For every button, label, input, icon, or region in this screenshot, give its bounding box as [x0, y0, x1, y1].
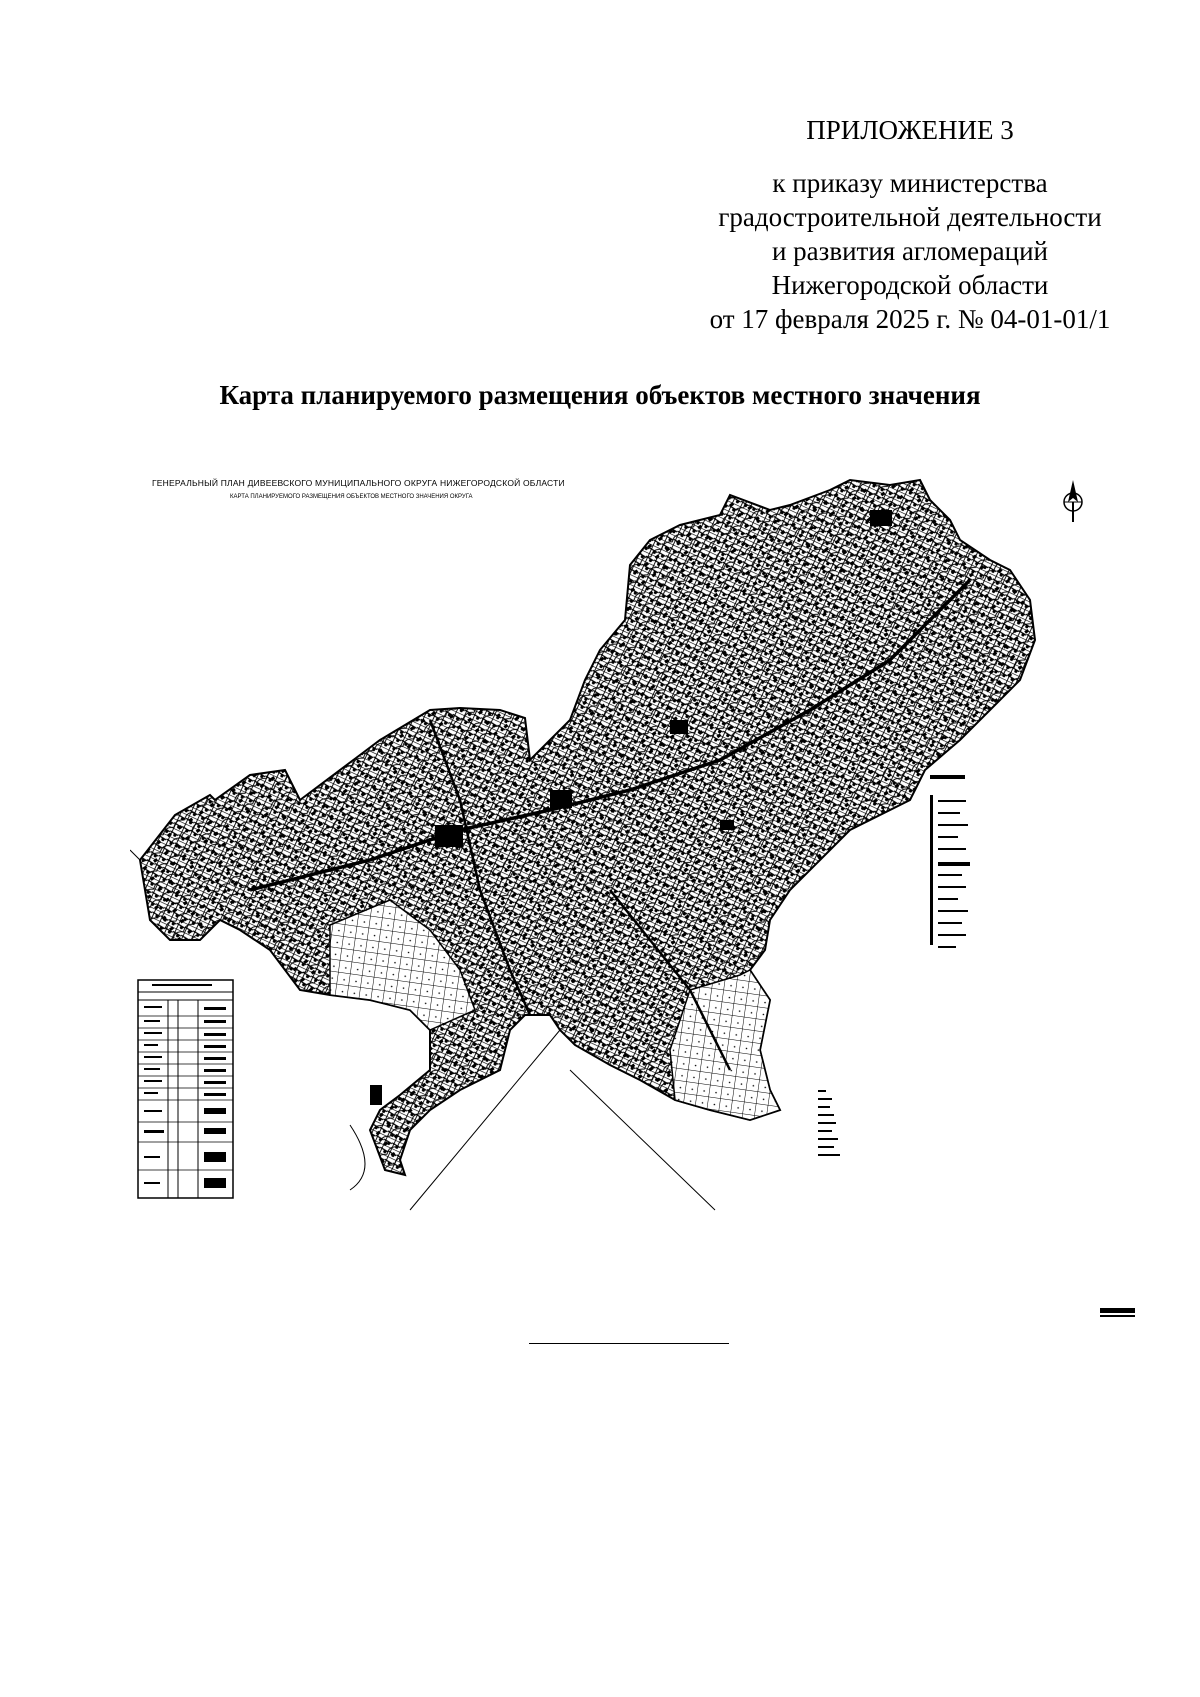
settlement — [370, 1085, 382, 1105]
appendix-line: к приказу министерства — [772, 168, 1048, 198]
map-header-main: ГЕНЕРАЛЬНЫЙ ПЛАН ДИВЕЕВСКОГО МУНИЦИПАЛЬНОГО ОКРУГА НИЖЕГОРОДСКОЙ ОБЛАСТИ — [152, 478, 565, 488]
settlement — [670, 720, 688, 734]
settlement — [435, 825, 463, 847]
legend-table-left — [138, 980, 233, 1198]
legend-block-lower — [818, 1090, 840, 1156]
appendix-line: Нижегородской области — [771, 270, 1049, 300]
footer-rule — [529, 1343, 729, 1344]
settlement — [870, 510, 892, 526]
appendix-line: от 17 февраля 2025 г. № 04-01-01/1 — [709, 304, 1111, 334]
map-title: Карта планируемого размещения объектов местного значения — [219, 380, 981, 410]
district-map — [130, 470, 1145, 1320]
appendix-block — [660, 112, 1160, 336]
appendix-line: градостроительной деятельности — [718, 202, 1102, 232]
scale-bar — [1100, 1308, 1135, 1315]
map-figure — [130, 470, 1145, 1320]
settlement — [550, 790, 572, 808]
legend-column-right — [930, 775, 970, 948]
settlement — [720, 820, 734, 830]
map-header-sub: КАРТА ПЛАНИРУЕМОГО РАЗМЕЩЕНИЯ ОБЪЕКТОВ МЕСТНОГО ЗНАЧЕНИЯ ОКРУГА — [230, 494, 473, 500]
appendix-title: ПРИЛОЖЕНИЕ 3 — [806, 115, 1014, 145]
north-arrow-icon — [1060, 480, 1086, 524]
appendix-line: и развития агломераций — [771, 236, 1048, 266]
